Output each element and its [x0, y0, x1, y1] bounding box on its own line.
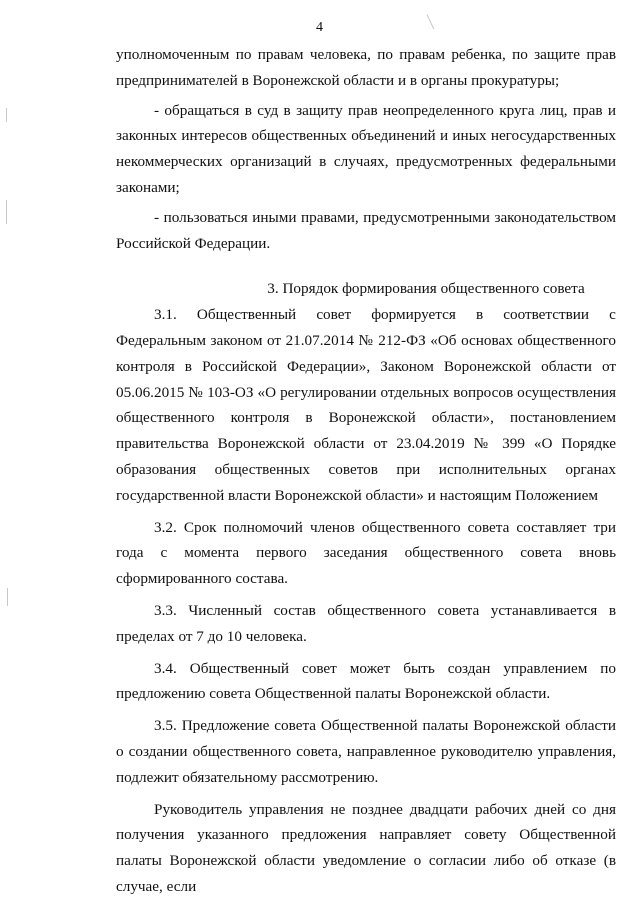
section-heading: 3. Порядок формирования общественного совета: [267, 280, 585, 298]
scan-mark: [7, 588, 8, 606]
document-body: [116, 42, 616, 900]
clause-word: Общественный: [196, 306, 297, 324]
clause-3-5: 3.5. Предложение совета Общественной палаты Воронежской области о создании общественного совета, направленное руководителю управления, подлежит обязательному рассмотрению.: [116, 717, 616, 786]
paragraph: - обращаться в суд в защиту прав неопределенного круга лиц, прав и законных интересов общественных объединений и иных негосударственных некоммерческих организаций в случаях, предусмотренных федеральными законами;: [116, 101, 616, 196]
scan-mark: [6, 200, 7, 224]
clause-3-1-first-line: [116, 302, 616, 328]
clause-3-4: 3.4. Общественный совет может быть создан управлением по предложению совета Общественной палаты Воронежской области.: [116, 659, 616, 703]
clause-word: совет: [316, 306, 352, 324]
page-number: 4: [316, 20, 323, 35]
clause-3-2: 3.2. Срок полномочий членов общественного совета составляет три года с момента первого заседания общественного совета вновь сформированного состава.: [116, 518, 616, 588]
scan-mark: [6, 108, 7, 122]
paragraph: - пользоваться иными правами, предусмотренными законодательством Российской Федерации.: [116, 208, 616, 252]
clause-word: 3.1.: [154, 306, 177, 324]
clause-3-6: Руководитель управления не позднее двадцати рабочих дней со дня получения указанного предложения направляет совету Общественной палаты Воронежской области уведомление о согласии либо об отказе (в случае, если: [116, 800, 616, 895]
clause-3-3: 3.3. Численный состав общественного совета устанавливается в пределах от 7 до 10 человека.: [116, 601, 616, 645]
clause-3-1-body: Федеральным законом от 21.07.2014 № 212-ФЗ «Об основах общественного контроля в Российской Федерации», Законом Воронежской области от 05.06.2015 № 103-ОЗ «О регулировании отдельных вопросов осуществления общественного контроля в Воронежской области», постановлением правительства Воронежской области от 23.04.2019 № 399 «О Порядке образования общественных советов при исполнительных органах государственной власти Воронежской области» и настоящим Положением: [116, 331, 616, 504]
clause-word: с: [609, 306, 616, 324]
paragraph: уполномоченным по правам человека, по правам ребенка, по защите прав предпринимателей в Воронежской области и в органы прокуратуры;: [116, 46, 616, 89]
clause-word: формируется: [371, 306, 456, 324]
clause-word: в: [475, 306, 484, 324]
clause-word: соответствии: [503, 306, 590, 324]
